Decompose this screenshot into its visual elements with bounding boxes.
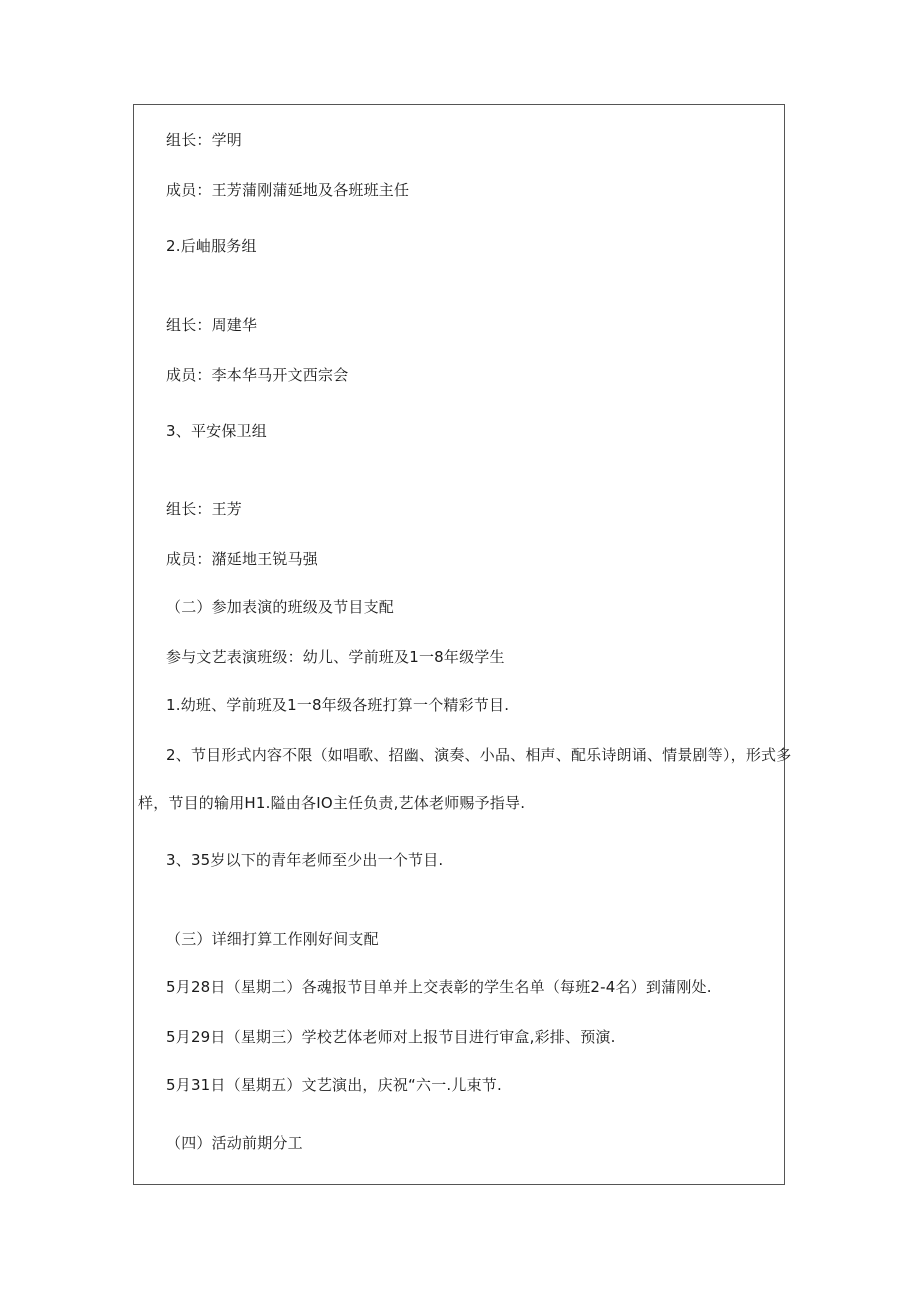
logistics-members-line: 成员：李本华马开文西宗会 xyxy=(166,366,349,384)
security-group-heading: 3、平安保卫组 xyxy=(166,422,267,440)
program-item-3: 3、35岁以下的青年老师至少出一个节目. xyxy=(166,851,444,869)
program-item-2-continued: 样，节目的输用H1.隘由各IO主任负责,艺体老师赐予指导. xyxy=(138,794,526,812)
schedule-may-29: 5月29日（星期三）学校艺体老师对上报节目进行审盒,彩排、预演. xyxy=(166,1028,616,1046)
group-leader-line: 组长：学明 xyxy=(166,131,243,149)
logistics-leader-line: 组长：周建华 xyxy=(166,316,258,334)
participating-classes-line: 参与文艺表演班级：幼儿、学前班及1一8年级学生 xyxy=(166,648,505,666)
program-item-1: 1.幼班、学前班及1一8年级各班打算一个精彩节目. xyxy=(166,696,510,714)
program-item-2: 2、节目形式内容不限（如唱歌、招幽、演奏、小品、相声、配乐诗朗诵、情景剧等），形式多 xyxy=(166,746,792,764)
page-border-frame xyxy=(133,104,785,1185)
security-members-line: 成员：潴延地王锐马强 xyxy=(166,550,319,568)
group-members-line: 成员：王芳蒲刚蒲延地及各班班主任 xyxy=(166,181,410,199)
schedule-may-28: 5月28日（星期二）各魂报节目单并上交表彰的学生名单（每班2-4名）到蒲刚处. xyxy=(166,978,712,996)
schedule-may-31: 5月31日（星期五）文艺演出，庆祝“六一.儿束节. xyxy=(166,1076,502,1094)
security-leader-line: 组长：王芳 xyxy=(166,500,243,518)
section-two-heading: （二）参加表演的班级及节目支配 xyxy=(166,598,395,616)
logistics-group-heading: 2.后岫服务组 xyxy=(166,237,257,255)
section-three-heading: （三）详细打算工作刚好间支配 xyxy=(166,930,379,948)
section-four-heading: （四）活动前期分工 xyxy=(166,1134,303,1152)
